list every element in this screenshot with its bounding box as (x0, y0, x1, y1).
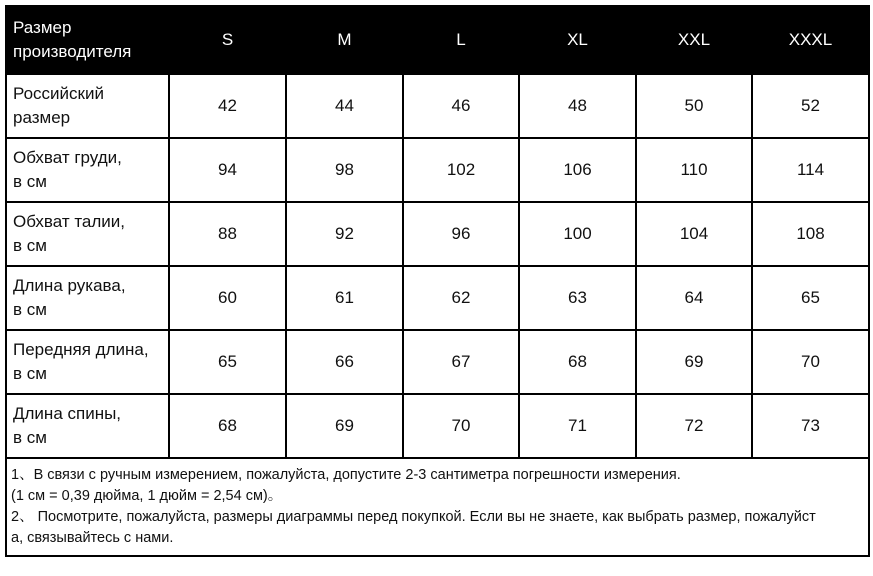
table-row (6, 330, 869, 394)
header-row (6, 6, 869, 74)
row-label: Обхват груди, в см (6, 138, 169, 202)
table-cell: 68 (169, 394, 286, 458)
table-cell: 104 (636, 202, 752, 266)
table-row (6, 74, 869, 138)
table-cell: 50 (636, 74, 752, 138)
table-cell: 70 (403, 394, 519, 458)
table-cell: 114 (752, 138, 869, 202)
table-row (6, 138, 869, 202)
table-cell: 52 (752, 74, 869, 138)
table-cell: 100 (519, 202, 636, 266)
column-header: M (286, 6, 403, 74)
table-cell: 67 (403, 330, 519, 394)
row-label: Обхват талии, в см (6, 202, 169, 266)
row-label: Передняя длина, в см (6, 330, 169, 394)
table-cell: 108 (752, 202, 869, 266)
table-cell: 69 (286, 394, 403, 458)
table-cell: 64 (636, 266, 752, 330)
table-cell: 62 (403, 266, 519, 330)
note-line: 2、 Посмотрите, пожалуйста, размеры диаграммы перед покупкой. Если вы не знаете, как выбрать размер, пожалуйст (11, 509, 816, 525)
column-header: XL (519, 6, 636, 74)
table-cell: 69 (636, 330, 752, 394)
table-row (6, 202, 869, 266)
row-label: Российский размер (6, 74, 169, 138)
notes-row (6, 458, 869, 556)
table-cell: 63 (519, 266, 636, 330)
column-header: S (169, 6, 286, 74)
table-cell: 72 (636, 394, 752, 458)
table-row (6, 394, 869, 458)
table-cell: 96 (403, 202, 519, 266)
size-chart (5, 5, 868, 572)
notes-cell (6, 458, 869, 556)
size-table (5, 5, 870, 557)
column-header: XXXL (752, 6, 869, 74)
table-cell: 61 (286, 266, 403, 330)
table-cell: 98 (286, 138, 403, 202)
note-line: а, связывайтесь с нами. (11, 530, 174, 546)
table-cell: 66 (286, 330, 403, 394)
table-cell: 42 (169, 74, 286, 138)
column-header: XXL (636, 6, 752, 74)
table-cell: 46 (403, 74, 519, 138)
table-cell: 73 (752, 394, 869, 458)
row-label: Длина спины, в см (6, 394, 169, 458)
table-cell: 106 (519, 138, 636, 202)
table-row (6, 266, 869, 330)
note-line: (1 см = 0,39 дюйма, 1 дюйм = 2,54 см)。 (11, 488, 283, 504)
table-cell: 88 (169, 202, 286, 266)
note-line: 1、В связи с ручным измерением, пожалуйста, допустите 2-3 сантиметра погрешности измерения. (11, 467, 681, 483)
table-cell: 60 (169, 266, 286, 330)
row-label: Длина рукава, в см (6, 266, 169, 330)
table-cell: 71 (519, 394, 636, 458)
table-cell: 65 (752, 266, 869, 330)
column-header: L (403, 6, 519, 74)
table-cell: 44 (286, 74, 403, 138)
table-cell: 92 (286, 202, 403, 266)
table-cell: 48 (519, 74, 636, 138)
table-cell: 110 (636, 138, 752, 202)
table-cell: 102 (403, 138, 519, 202)
table-cell: 68 (519, 330, 636, 394)
header-label: Размер производителя (6, 6, 169, 74)
table-cell: 94 (169, 138, 286, 202)
table-cell: 70 (752, 330, 869, 394)
table-cell: 65 (169, 330, 286, 394)
